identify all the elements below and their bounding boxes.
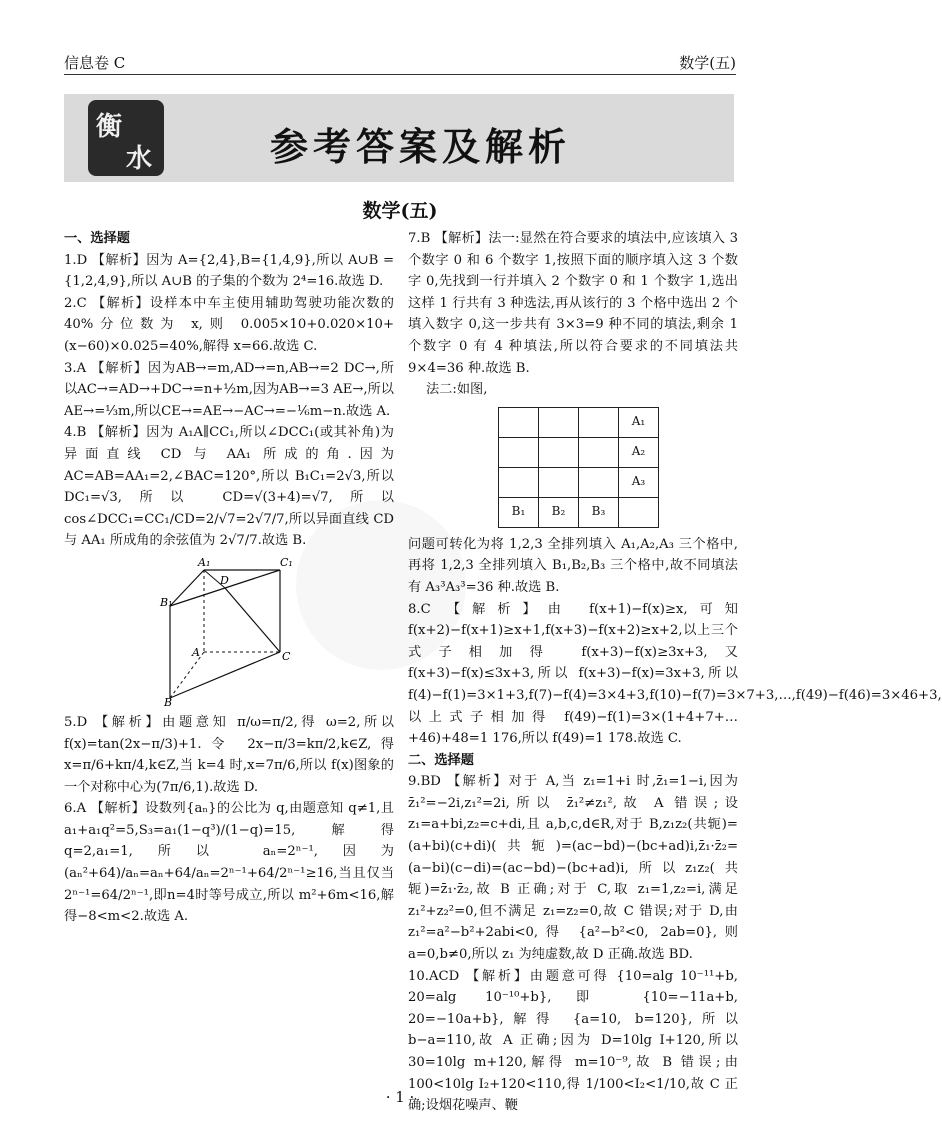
grid-cell: B₁ xyxy=(499,497,539,527)
grid-cell xyxy=(539,407,579,437)
label-c: C xyxy=(282,649,291,663)
method-two-text: 问题可转化为将 1,2,3 全排列填入 A₁,A₂,A₃ 三个格中,再将 1,2,3 全排列填入 B₁,B₂,B₃ 三个格中,故不同填法有 A₃³A₃³=36 种.故选 B. xyxy=(408,536,738,595)
answer-8: 8.C 【解析】由 f(x+1)−f(x)≥x,可知 f(x+2)−f(x+1)≥x+1,f(x+3)−f(x+2)≥x+2,以上三个式子相加得 f(x+3)−f(x)≥3x+3,又 f(x+3)−f(x)≤3x+3,所以 f(x+3)−f(x)=3x+3,所以 f(4)−f(1)=3×1+3,f(7)−f(4)=3×4+3,f(10)−f(7)=3×7+3,…,f(49)−f(46)=3×46+3,以上式子相加得 f(49)−f(1)=3×(1+4+7+…+46)+48=1 176,所以 f(49)=1 178.故选 C. xyxy=(408,601,942,747)
grid-row xyxy=(499,467,659,497)
label-c1: C₁ xyxy=(280,555,293,569)
page-header xyxy=(64,34,736,75)
answer-7: 7.B 【解析】法一:显然在符合要求的填法中,应该填入 3 个数字 0 和 6 个数字 1,按照下面的顺序填入这 3 个数字 0,先找到一行并填入 2 个数字 0 和 1 个数字 1,选出这样 1 行共有 3 种选法,再从该行的 3 个格中选出 2 个填入数字 0,这一步共有 3×3=9 种不同的填法,剩余 1 个数字 0 有 4 种填法,所以符合要求的不同填法共 9×4=36 种.故选 B. xyxy=(408,231,738,376)
answer-10: 10.ACD 【解析】由题意可得 {10=alg 10⁻¹¹+b, 20=alg 10⁻¹⁰+b},即 {10=−11a+b, 20=−10a+b},解得 {a=10, b=120},所以 b−a=110,故 A 正确;因为 D=10lg I+120,所以 30=10lg m+120,解得 m=10⁻⁹,故 B 错误;由 100<10lg I₂+120<110,得 1/100<I₂<1/10,故 C 正确;设烟花噪声、鞭 xyxy=(408,968,738,1114)
left-column xyxy=(64,228,394,928)
edge xyxy=(170,652,280,698)
answer-5: 5.D 【解析】由题意知 π/ω=π/2,得 ω=2,所以 f(x)=tan(2x−π/3)+1.令 2x−π/3=kπ/2,k∈Z,得 x=π/6+kπ/4,k∈Z,当 k=4 时,x=7π/6,所以 f(x)图象的一个对称中心为(7π/6,1).故选 D. xyxy=(64,714,394,795)
grid-cell xyxy=(579,467,619,497)
seal-logo xyxy=(88,100,164,176)
segment-cd xyxy=(225,588,280,652)
page-number: · 1 · xyxy=(385,1088,415,1106)
grid-cell xyxy=(539,437,579,467)
grid-cell xyxy=(539,467,579,497)
label-d: D xyxy=(220,573,229,587)
label-b1: B₁ xyxy=(160,595,173,609)
grid-cell: B₂ xyxy=(539,497,579,527)
grid-cell: A₁ xyxy=(619,407,659,437)
banner-title: 参考答案及解析 xyxy=(270,124,572,169)
method-two-intro: 法二:如图, xyxy=(426,382,488,398)
grid-row xyxy=(499,437,659,467)
grid-figure xyxy=(498,407,659,528)
section-heading: 一、选择题 xyxy=(64,231,130,246)
grid-cell: A₃ xyxy=(619,467,659,497)
answer-6: 6.A 【解析】设数列{aₙ}的公比为 q,由题意知 q≠1,且 a₁+a₁q²=5,S₃=a₁(1−q³)/(1−q)=15,解得 q=2,a₁=1,所以 aₙ=2ⁿ⁻¹,因为(aₙ²+64)/aₙ=aₙ+64/aₙ=2ⁿ⁻¹+64/2ⁿ⁻¹≥16,当且仅当2ⁿ⁻¹=64/2ⁿ⁻¹,即n=4时等号成立,所以 m²+6m<16,解得−8<m<2.故选 A. xyxy=(64,801,394,925)
title-banner xyxy=(64,94,734,182)
grid-cell xyxy=(499,407,539,437)
grid-cell xyxy=(579,437,619,467)
seal-glyph: 衡 xyxy=(96,112,123,142)
paper-subtitle: 数学(五) xyxy=(362,200,438,222)
prism-figure xyxy=(160,555,330,709)
seal-glyph: 水 xyxy=(126,144,153,174)
grid-cell xyxy=(499,437,539,467)
answer-1: 1.D 【解析】因为 A={2,4},B={1,4,9},所以 A∪B ={1,2,4,9},所以 A∪B 的子集的个数为 2⁴=16.故选 D. xyxy=(64,252,394,290)
label-a1: A₁ xyxy=(198,555,211,569)
label-b: B xyxy=(164,695,173,709)
answer-9: 9.BD 【解析】对于 A,当 z₁=1+i 时,z̄₁=1−i,因为 z̄₁²=−2i,z₁²=2i,所以 z̄₁²≠z₁²,故 A 错误;设 z₁=a+bi,z₂=c+di,且 a,b,c,d∈R,对于 B,z₁z₂(共轭)=(a+bi)(c+di)(共轭)=(ac−bd)−(bc+ad)i,z̄₁·z̄₂=(a−bi)(c−di)=(ac−bd)−(bc+ad)i,所以z₁z₂(共轭)=z̄₁·z̄₂,故 B 正确;对于 C,取 z₁=1,z₂=i,满足 z₁²+z₂²=0,但不满足 z₁=z₂=0,故 C 错误;对于 D,由 z₁²=a²−b²+2abi<0,得 {a²−b²<0, 2ab=0},则 a=0,b≠0,所以 z₁ 为纯虚数,故 D 正确.故选 BD. xyxy=(408,774,738,963)
grid-row xyxy=(499,497,659,527)
header-left: 信息卷 C xyxy=(64,54,126,72)
grid-row xyxy=(499,407,659,437)
grid-cell xyxy=(499,467,539,497)
label-a: A xyxy=(192,645,200,659)
answer-2: 2.C 【解析】设样本中车主使用辅助驾驶功能次数的 40%分位数为 x,则 0.005×10+0.020×10+(x−60)×0.025=40%,解得 x=66.故选 C. xyxy=(64,295,394,354)
answer-3: 3.A 【解析】因为AB→=m,AD→=n,AB→=2 DC→,所以AC→=AD→+DC→=n+½m,因为AB→=3 AE→,所以AE→=⅓m,所以CE→=AE→−AC→=−⅙m−n.故选 A. xyxy=(64,360,394,419)
grid-cell: A₂ xyxy=(619,437,659,467)
section-heading: 二、选择题 xyxy=(408,752,474,768)
header-right: 数学(五) xyxy=(679,54,736,72)
grid-cell xyxy=(619,497,659,527)
answer-4: 4.B 【解析】因为 A₁A∥CC₁,所以∠DCC₁(或其补角)为异面直线 CD 与 AA₁ 所成的角.因为 AC=AB=AA₁=2,∠BAC=120°,所以 B₁C₁=2√3,所以 DC₁=√3,所以 CD=√(3+4)=√7,所以 cos∠DCC₁=CC₁/CD=2/√7=2√7/7,所以异面直线 CD 与 AA₁ 所成角的余弦值为 2√7/7.故选 B. xyxy=(64,425,394,549)
grid-cell xyxy=(579,407,619,437)
right-column xyxy=(408,228,942,1117)
grid-cell: B₃ xyxy=(579,497,619,527)
